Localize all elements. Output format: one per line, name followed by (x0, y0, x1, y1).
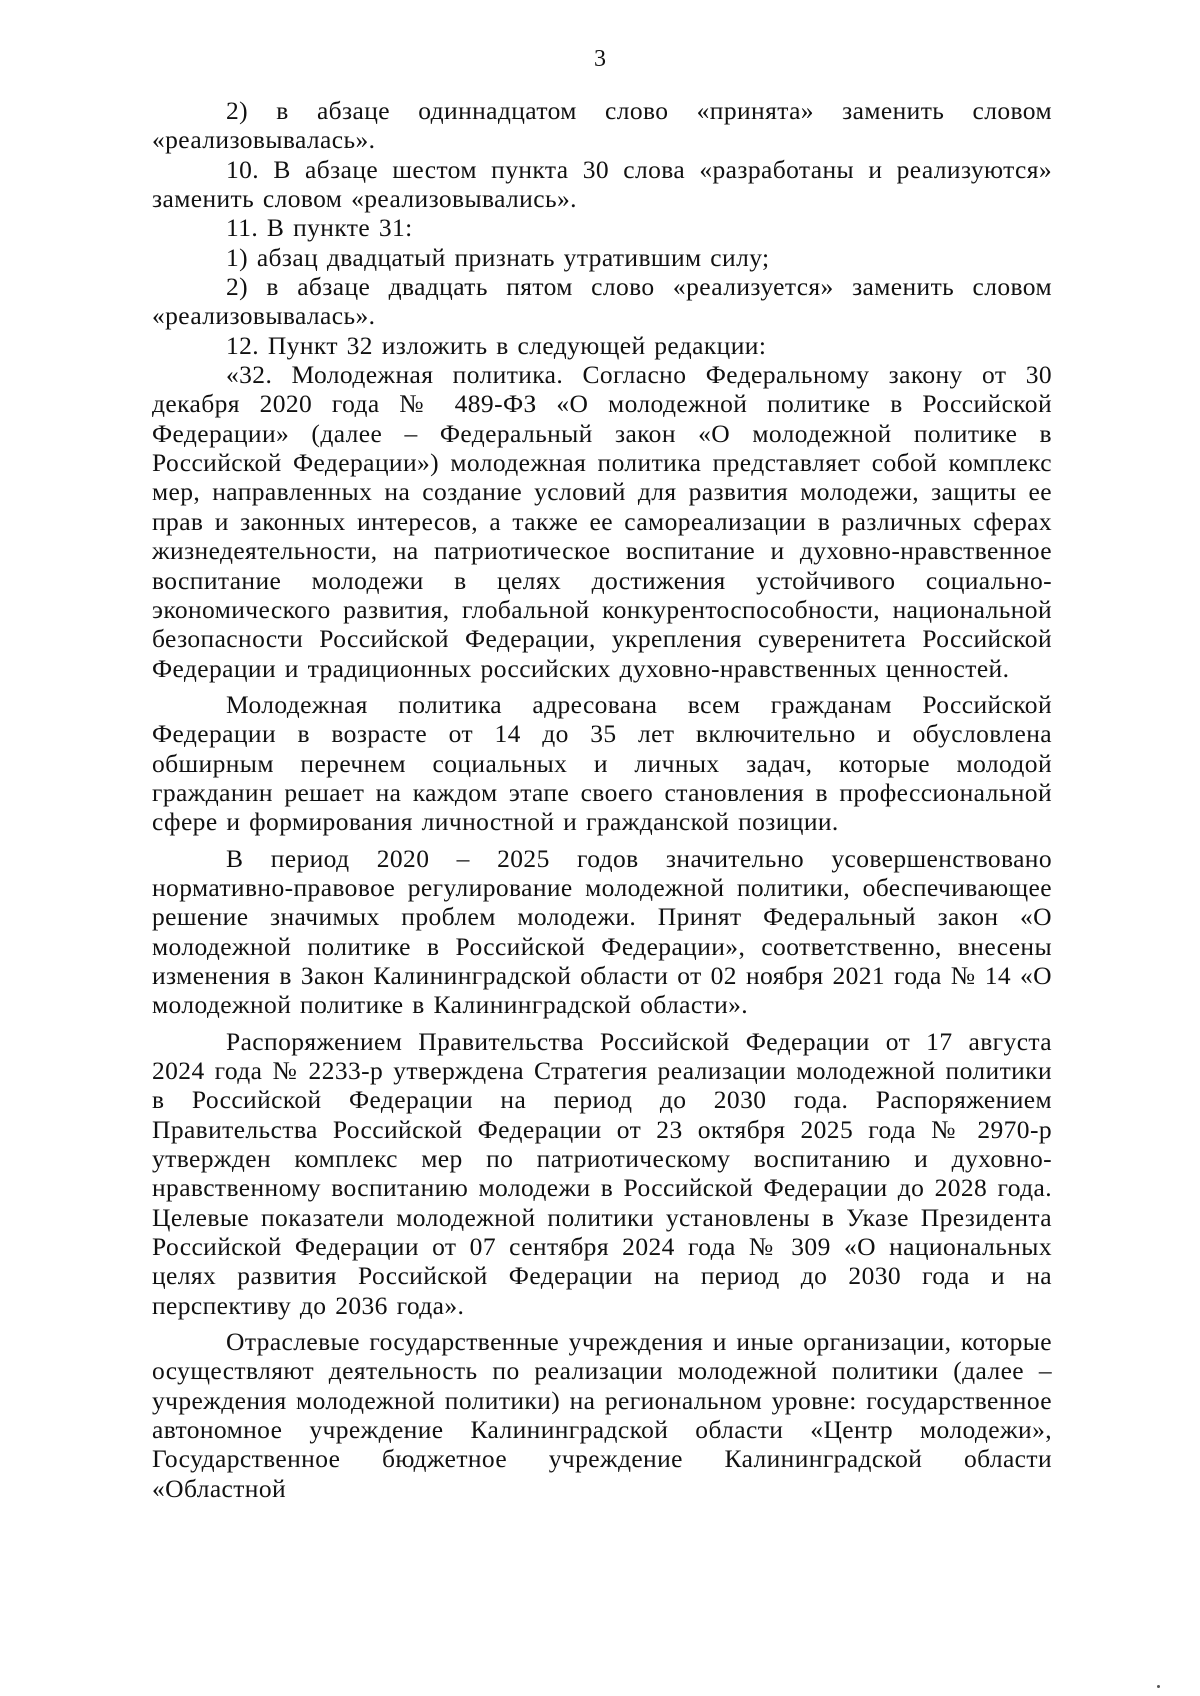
paragraph: 10. В абзаце шестом пункта 30 слова «разработаны и реализуются» заменить словом «реализовывались». (152, 154, 1052, 214)
paragraph: Распоряжением Правительства Российской Федерации от 17 августа 2024 года № 2233-р утверждена Стратегия реализации молодежной политики в Российской Федерации на период до 2030 года. Распоряжением Правительства Российской Федерации от 23 октября 2025 года № 2970-р утвержден комплекс мер по патриотическому воспитанию и духовно-нравственному воспитанию молодежи в Российской Федерации до 2028 года. Целевые показатели молодежной политики установлены в Указе Президента Российской Федерации от 07 сентября 2024 года № 309 «О национальных целях развития Российской Федерации на период до 2030 года и на перспективу до 2036 года». (152, 1026, 1052, 1320)
paragraph: Отраслевые государственные учреждения и иные организации, которые осуществляют деятельность по реализации молодежной политики (далее – учреждения молодежной политики) на региональном уровне: государственное автономное учреждение Калининградской области «Центр молодежи», Государственное бюджетное учреждение Калининградской области «Областной (152, 1327, 1052, 1503)
page-number: 3 (594, 46, 606, 72)
paragraph: «32. Молодежная политика. Согласно Федеральному закону от 30 декабря 2020 года № 489-ФЗ «О молодежной политике в Российской Федерации» (далее – Федеральный закон «О молодежной политике в Российской Федерации») молодежная политика представляет собой комплекс мер, направленных на создание условий для развития молодежи, защиты ее прав и законных интересов, а также ее самореализации в различных сферах жизнедеятельности, на патриотическое воспитание и духовно-нравственное воспитание молодежи в целях достижения устойчивого социально-экономического развития, глобальной конкурентоспособности, национальной безопасности Российской Федерации, укрепления суверенитета Российской Федерации и традиционных российских духовно-нравственных ценностей. (152, 360, 1052, 683)
paragraph: 2) в абзаце двадцать пятом слово «реализуется» заменить словом «реализовывалась». (152, 272, 1052, 331)
paragraph: 11. В пункте 31: (226, 213, 413, 243)
paragraph: 12. Пункт 32 изложить в следующей редакции: (226, 330, 767, 360)
document-body (152, 96, 1052, 1503)
paragraph: 1) абзац двадцатый признать утратившим силу; (226, 242, 770, 272)
paragraph: 2) в абзаце одиннадцатом слово «принята» заменить словом «реализовывалась». (152, 96, 1052, 155)
scan-artifact (1157, 1685, 1160, 1688)
paragraph: В период 2020 – 2025 годов значительно усовершенствовано нормативно-правовое регулирование молодежной политики, обеспечивающее решение значимых проблем молодежи. Принят Федеральный закон «О молодежной политике в Российской Федерации», соответственно, внесены изменения в Закон Калининградской области от 02 ноября 2021 года № 14 «О молодежной политике в Калининградской области». (152, 843, 1052, 1020)
paragraph: Молодежная политика адресована всем гражданам Российской Федерации в возрасте от 14 до 35 лет включительно и обусловлена обширным перечнем социальных и личных задач, которые молодой гражданин решает на каждом этапе своего становления в профессиональной сфере и формирования личностной и гражданской позиции. (152, 689, 1052, 837)
